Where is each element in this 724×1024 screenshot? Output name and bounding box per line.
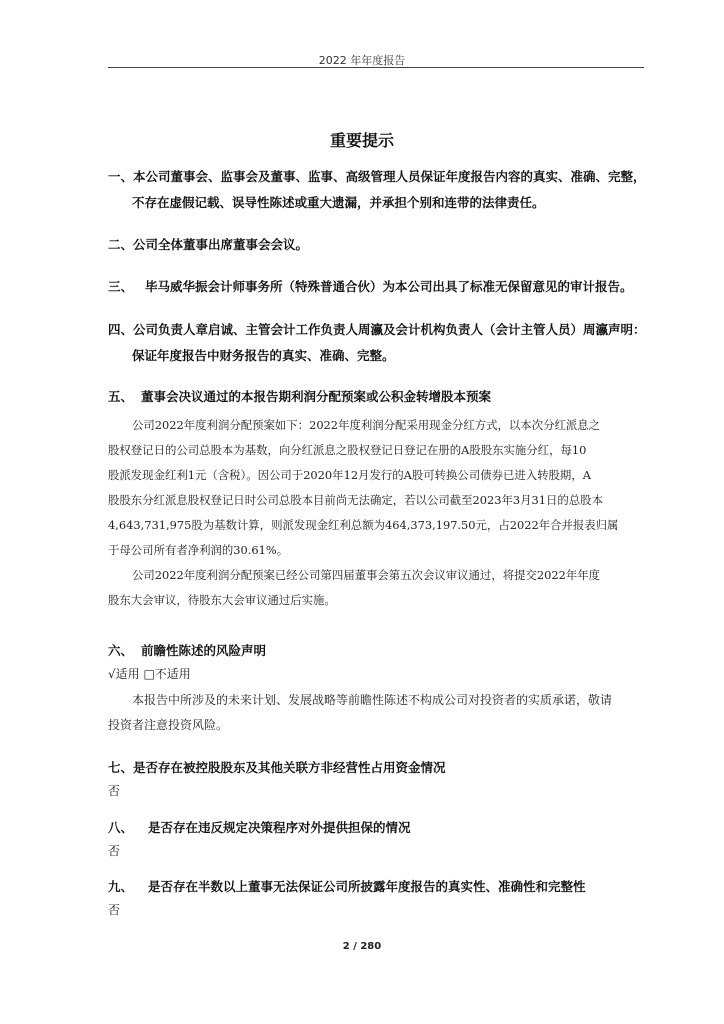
section-5-para1-line-6: 于母公司所有者净利润的30.61%。 [108, 543, 289, 557]
section-4-line-2: 保证年度报告中财务报告的真实、准确、完整。 [132, 348, 395, 363]
section-5-para1-line-3: 股派发现金红利1元（含税）。因公司于2020年12月发行的A股可转换公司债券已进入转股期，A [108, 468, 591, 482]
section-6-number: 六、 [108, 643, 134, 658]
section-3-number: 三、 [108, 279, 134, 294]
section-6-para-line-1: 本报告中所涉及的未来计划、发展战略等前瞻性陈述不构成公司对投资者的实质承诺，敬请 [132, 693, 613, 707]
section-1-line-2: 不存在虚假记载、误导性陈述或重大遗漏，并承担个别和连带的法律责任。 [132, 195, 545, 210]
section-8-answer: 否 [108, 844, 121, 858]
section-5-number: 五、 [108, 389, 134, 404]
section-5-para2-line-2: 股东大会审议，待股东大会审议通过后实施。 [108, 593, 336, 607]
section-5-para1-line-1: 公司2022年度利润分配预案如下：2022年度利润分配采用现金分红方式，以本次分红派息之 [132, 418, 601, 432]
section-7-answer: 否 [108, 784, 121, 798]
section-6-para-line-2: 投资者注意投资风险。 [108, 718, 229, 732]
section-9-answer: 否 [108, 903, 121, 917]
section-7-heading: 七、是否存在被控股股东及其他关联方非经营性占用资金情况 [108, 760, 446, 775]
section-8-heading: 是否存在违反规定决策程序对外提供担保的情况 [148, 820, 411, 835]
section-9-heading: 是否存在半数以上董事无法保证公司所披露年度报告的真实性、准确性和完整性 [148, 879, 586, 894]
header-divider [108, 67, 644, 68]
page-header: 2022 年年度报告 [318, 54, 406, 67]
section-5-para1-line-4: 股股东分红派息股权登记日时公司总股本目前尚无法确定，若以公司截至2023年3月31日的总股本 [108, 493, 603, 507]
section-5-para1-line-5: 4,643,731,975股为基数计算，则派发现金红利总额为464,373,197.50元，占2022年合并报表归属 [108, 518, 619, 532]
applicability-checkbox: √适用 □不适用 [108, 667, 191, 681]
page-title: 重要提示 [329, 131, 394, 150]
section-9-number: 九、 [108, 879, 134, 894]
section-3-text: 毕马威华振会计师事务所（特殊普通合伙）为本公司出具了标准无保留意见的审计报告。 [145, 279, 633, 294]
section-5-heading: 董事会决议通过的本报告期利润分配预案或公积金转增股本预案 [141, 389, 492, 404]
section-4-line-1: 四、公司负责人章启诚、主管会计工作负责人周瀛及会计机构负责人（会计主管人员）周瀛声明： [108, 322, 646, 337]
page-number: 2 / 280 [342, 941, 382, 952]
section-1-line-1: 一、本公司董事会、监事会及董事、监事、高级管理人员保证年度报告内容的真实、准确、完整， [108, 169, 646, 184]
section-6-heading: 前瞻性陈述的风险声明 [141, 643, 267, 658]
section-5-para2-line-1: 公司2022年度利润分配预案已经公司第四届董事会第五次会议审议通过，将提交2022年年度 [132, 568, 601, 582]
section-8-number: 八、 [108, 820, 134, 835]
section-5-para1-line-2: 股权登记日的公司总股本为基数，向分红派息之股权登记日登记在册的A股股东实施分红，每10 [108, 443, 587, 457]
section-2: 二、公司全体董事出席董事会会议。 [108, 237, 309, 252]
